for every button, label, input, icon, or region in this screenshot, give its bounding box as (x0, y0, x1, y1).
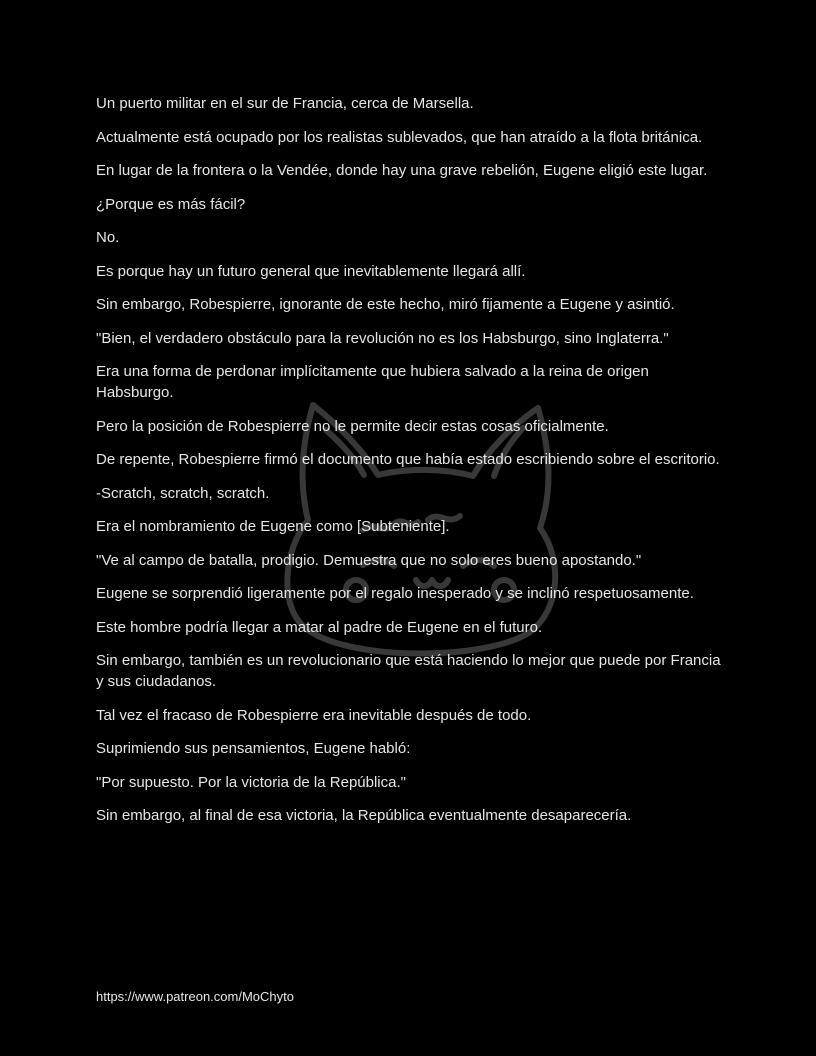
paragraph: No. (96, 229, 120, 246)
patreon-link[interactable]: https://www.patreon.com/MoChyto (96, 989, 294, 1004)
paragraph: Era una forma de perdonar implícitamente que hubiera salvado a la reina de origen Habsburgo. (96, 363, 649, 401)
paragraph: Era el nombramiento de Eugene como [Subteniente]. (96, 518, 450, 535)
paragraph: De repente, Robespierre firmó el documento que había estado escribiendo sobre el escritorio. (96, 451, 720, 468)
paragraph: Un puerto militar en el sur de Francia, cerca de Marsella. (96, 95, 474, 112)
paragraph: ¿Porque es más fácil? (96, 195, 246, 213)
paragraph: -Scratch, scratch, scratch. (96, 484, 270, 502)
paragraph: Es porque hay un futuro general que inevitablemente llegará allí. (96, 262, 526, 280)
paragraph: En lugar de la frontera o la Vendée, donde hay una grave rebelión, Eugene eligió este lugar. (96, 162, 708, 179)
paragraph: "Por supuesto. Por la victoria de la República." (96, 773, 406, 791)
paragraph: Suprimiendo sus pensamientos, Eugene habló: (96, 740, 411, 757)
paragraph: Sin embargo, Robespierre, ignorante de este hecho, miró fijamente a Eugene y asintió. (96, 296, 675, 313)
document-body (96, 93, 726, 839)
paragraph: Tal vez el fracaso de Robespierre era inevitable después de todo. (96, 706, 532, 724)
paragraph: Eugene se sorprendió ligeramente por el regalo inesperado y se inclinó respetuosamente. (96, 585, 694, 602)
paragraph: "Ve al campo de batalla, prodigio. Demuestra que no solo eres bueno apostando." (96, 551, 642, 569)
paragraph: Sin embargo, también es un revolucionario que está haciendo lo mejor que puede por Francia y sus ciudadanos. (96, 652, 721, 690)
paragraph: Este hombre podría llegar a matar al padre de Eugene en el futuro. (96, 618, 543, 636)
paragraph: Actualmente está ocupado por los realistas sublevados, que han atraído a la flota británica. (96, 128, 703, 146)
paragraph: "Bien, el verdadero obstáculo para la revolución no es los Habsburgo, sino Inglaterra." (96, 329, 669, 347)
paragraph: Pero la posición de Robespierre no le permite decir estas cosas oficialmente. (96, 417, 609, 435)
paragraph: Sin embargo, al final de esa victoria, la República eventualmente desaparecería. (96, 807, 632, 824)
